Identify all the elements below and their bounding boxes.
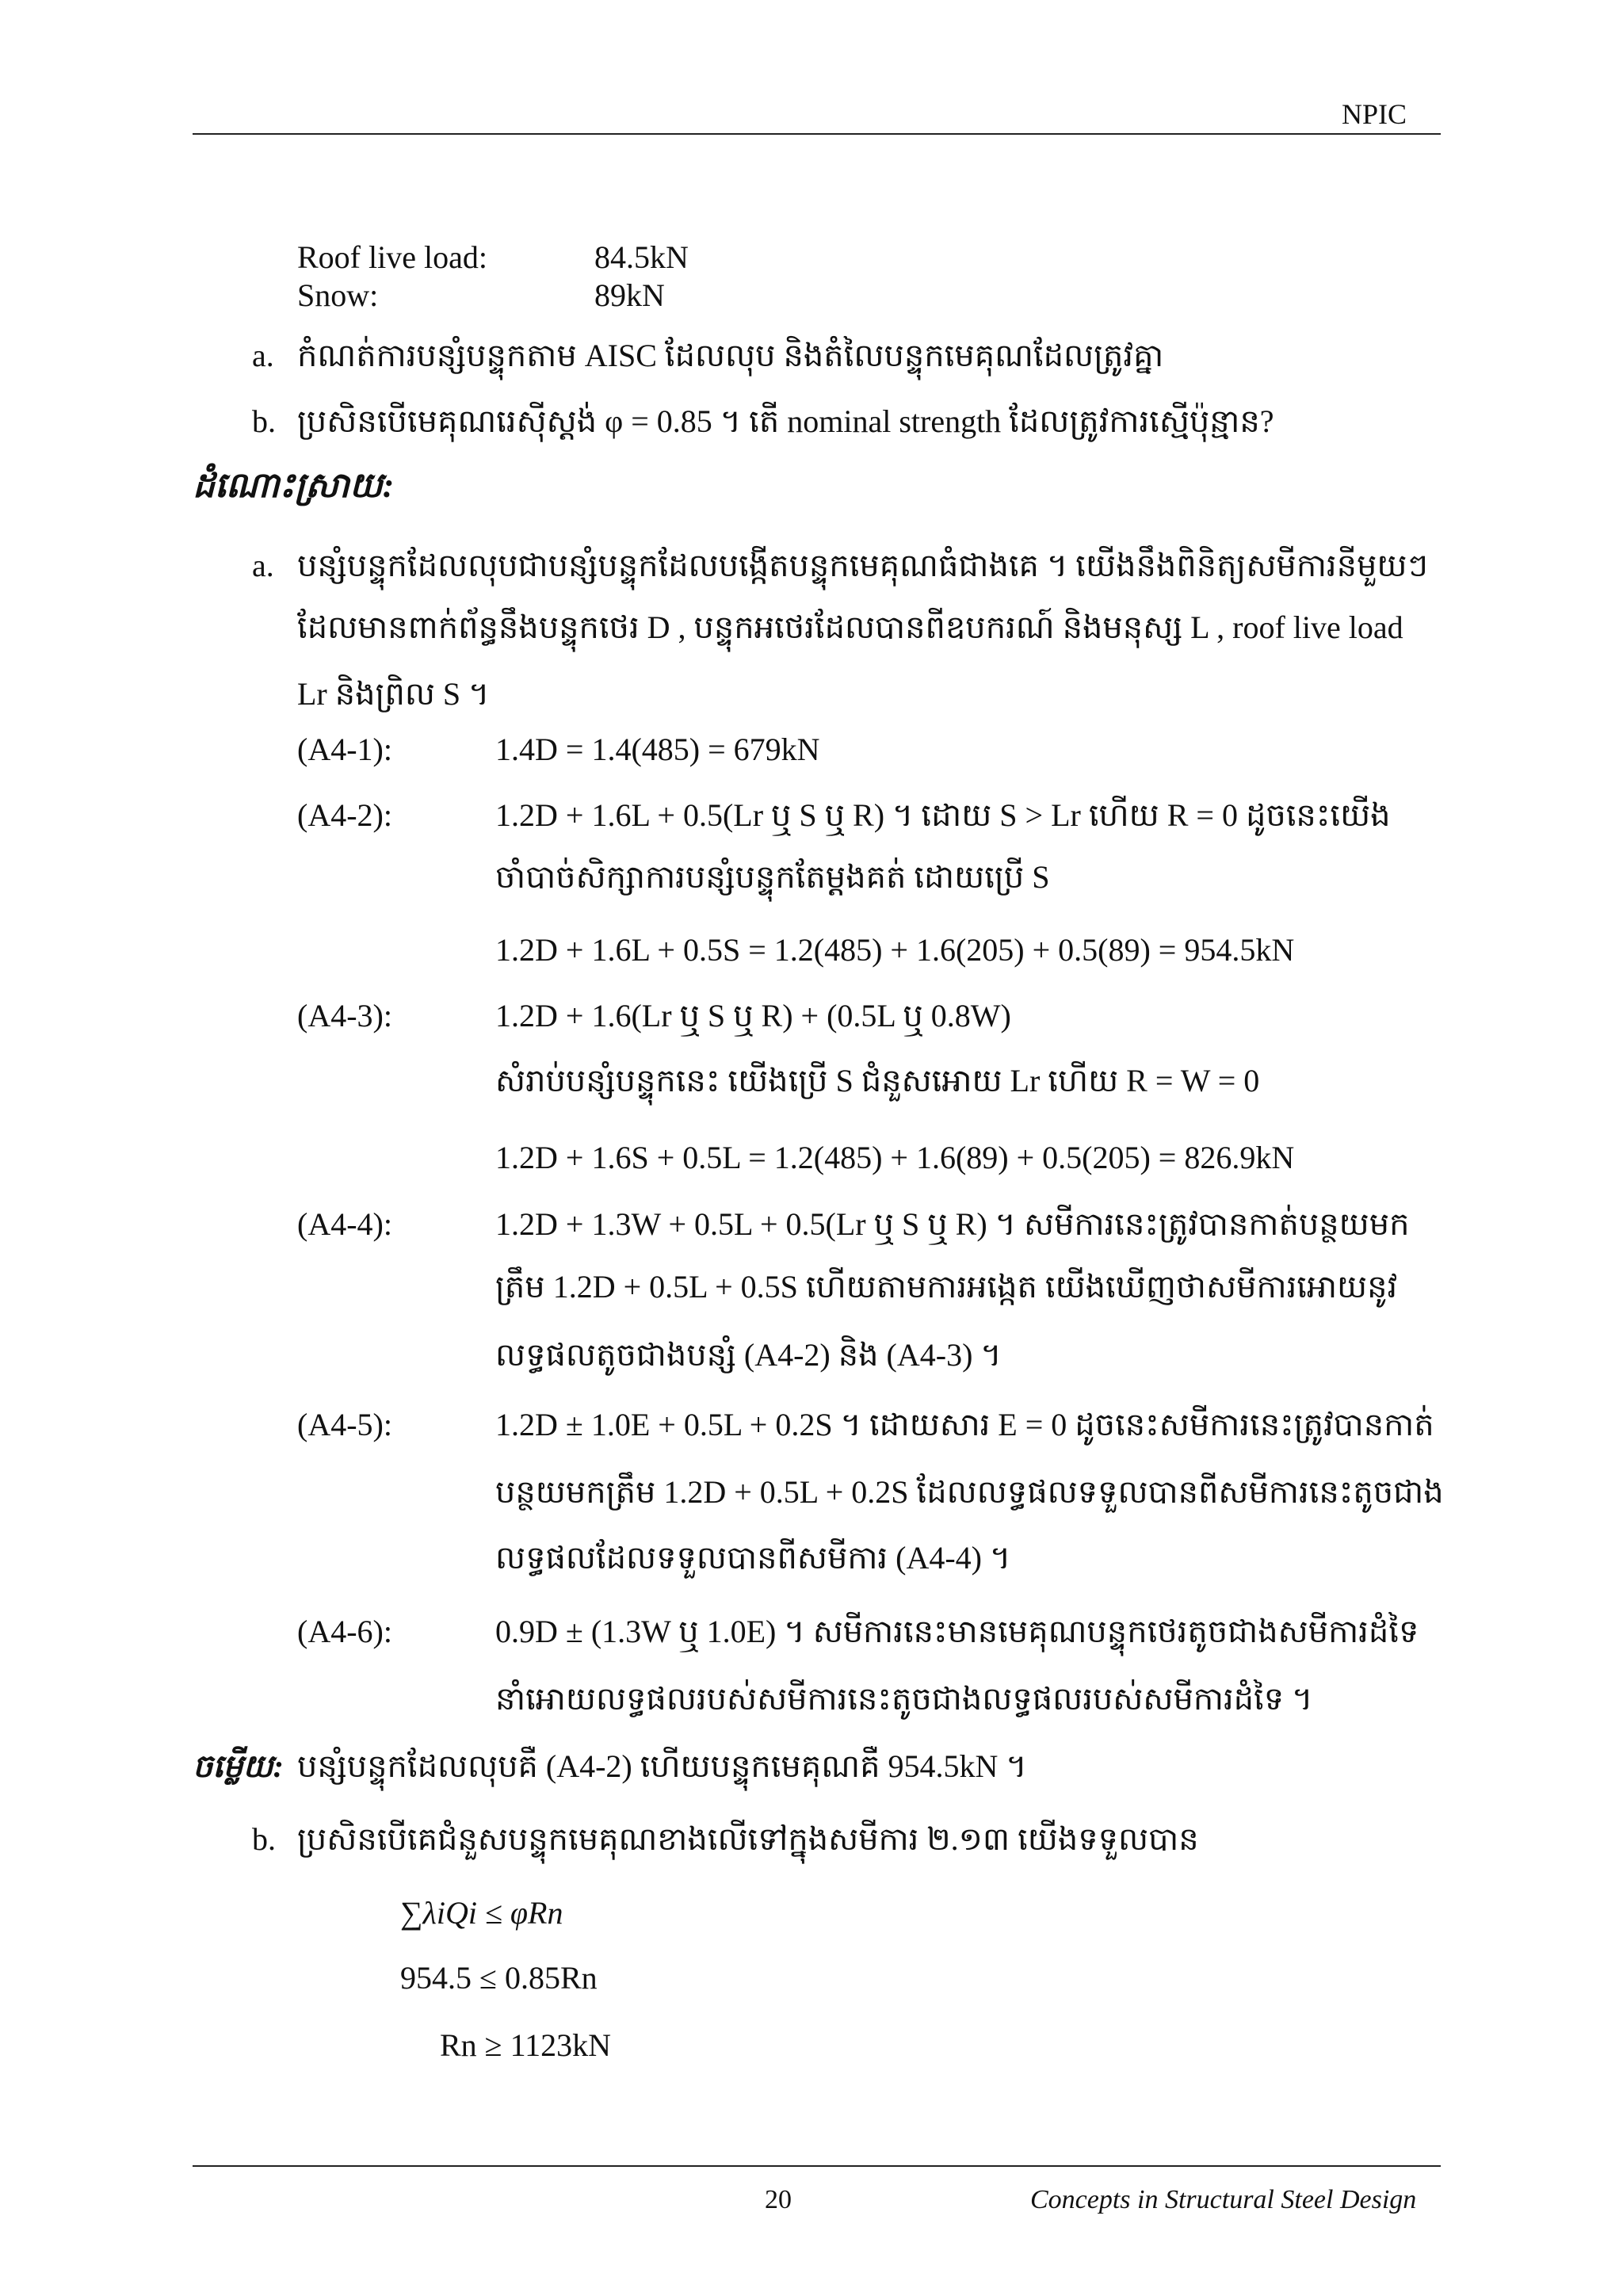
eq-label-a4-3: (A4-3): [297,998,392,1033]
given-value-roof: 84.5kN [594,239,689,275]
eq-a4-2-line-1: 1.2D + 1.6L + 0.5(Lr ឬ S ឬ R) ។ ដោយ S > Lr ហើយ R = 0 ដូចនេះយើង [495,797,1391,833]
question-a-text: កំណត់ការបន្សំបន្ទុកតាម AISC ដែលលុប និងតំលៃបន្ទុកមេគុណដែលត្រូវគ្នា [297,338,1164,373]
eq-a4-2-line-3: 1.2D + 1.6L + 0.5S = 1.2(485) + 1.6(205) + 0.5(89) = 954.5kN [495,932,1295,968]
answer-label: ចម្លើយ: [193,1748,284,1784]
part-a-line-1: បន្សំបន្ទុកដែលលុបជាបន្សំបន្ទុកដែលបង្កើតបន្ទុកមេគុណធំជាងគេ ។ យើងនឹងពិនិត្យសមីការនីមួយៗ [297,548,1428,583]
eq-a4-2-line-2: ចាំបាច់សិក្សាការបន្សំបន្ទុកតែម្តងគត់ ដោយប្រើ S [495,859,1050,895]
eq-a4-3-line-1: 1.2D + 1.6(Lr ឬ S ឬ R) + (0.5L ឬ 0.8W) [495,998,1011,1033]
answer-text: បន្សំបន្ទុកដែលលុបគឺ (A4-2) ហើយបន្ទុកមេគុណគឺ 954.5kN ។ [297,1748,1027,1784]
question-b-marker: b. [252,403,276,439]
part-b-marker: b. [252,1821,276,1857]
given-value-snow: 89kN [594,277,665,313]
eq-label-a4-4: (A4-4): [297,1206,392,1242]
eq-a4-5-line-1: 1.2D ± 1.0E + 0.5L + 0.2S ។ ដោយសារ E = 0 ដូចនេះសមីការនេះត្រូវបានកាត់ [495,1407,1434,1442]
question-b-text: ប្រសិនបើមេគុណរេស៊ីស្តង់ φ = 0.85 ។ តើ nominal strength ដែលត្រូវការស្មើប៉ុន្មាន? [297,403,1274,439]
eq-a4-3-line-2: សំរាប់បន្សំបន្ទុកនេះ យើងប្រើ S ជំនួសអោយ Lr ហើយ R = W = 0 [495,1063,1260,1098]
eq-label-a4-1: (A4-1): [297,732,392,767]
eq-a4-5-line-2: បន្ថយមកត្រឹម 1.2D + 0.5L + 0.2S ដែលលទ្ធផលទទួលបានពីសមីការនេះតូចជាង [495,1474,1444,1510]
eq-a4-3-line-3: 1.2D + 1.6S + 0.5L = 1.2(485) + 1.6(89) + 0.5(205) = 826.9kN [495,1140,1295,1175]
given-label-roof: Roof live load: [297,239,487,275]
solution-heading: ដំណោះស្រាយ: [193,466,395,505]
eq-a4-1-line-1: 1.4D = 1.4(485) = 679kN [495,732,820,767]
part-a-marker: a. [252,548,274,583]
eq-a4-4-line-3: លទ្ធផលតូចជាងបន្សំ (A4-2) និង (A4-3) ។ [495,1337,1002,1373]
question-a-marker: a. [252,338,274,373]
part-b-eq-1: ∑λiQi ≤ φRn [400,1895,563,1931]
eq-a4-4-line-1: 1.2D + 1.3W + 0.5L + 0.5(Lr ឬ S ឬ R) ។ សមីការនេះត្រូវបានកាត់បន្ថយមក [495,1206,1410,1242]
footer-rule [193,2165,1441,2167]
footer-page-number: 20 [765,2185,792,2214]
header-rule [193,133,1441,135]
eq-a4-6-line-2: នាំអោយលទ្ធផលរបស់សមីការនេះតូចជាងលទ្ធផលរបស់សមីការដំទៃ ។ [495,1681,1313,1717]
part-a-line-3: Lr និងព្រិល S ។ [297,676,490,712]
eq-label-a4-6: (A4-6): [297,1614,392,1649]
eq-label-a4-2: (A4-2): [297,797,392,833]
footer-book-title: Concepts in Structural Steel Design [1030,2185,1417,2214]
given-label-snow: Snow: [297,277,379,313]
part-b-text: ប្រសិនបើគេជំនួសបន្ទុកមេគុណខាងលើទៅក្នុងសមីការ ២.១៣ យើងទទួលបាន [297,1821,1199,1857]
part-a-line-2: ដែលមានពាក់ព័ន្ធនឹងបន្ទុកថេរ D , បន្ទុកអថេរដែលបានពីឧបករណ៍ និងមនុស្ស L , roof live load [297,609,1403,645]
eq-a4-5-line-3: លទ្ធផលដែលទទួលបានពីសមីការ (A4-4) ។ [495,1540,1011,1576]
eq-a4-4-line-2: ត្រឹម 1.2D + 0.5L + 0.5S ហើយតាមការអង្កេត យើងឃើញថាសមីការអោយនូវ [495,1269,1398,1305]
part-b-eq-3: Rn ≥ 1123kN [440,2027,612,2063]
header-label: NPIC [1342,98,1407,130]
eq-a4-6-line-1: 0.9D ± (1.3W ឬ 1.0E) ។ សមីការនេះមានមេគុណបន្ទុកថេរតូចជាងសមីការដំទៃ [495,1614,1419,1649]
part-b-eq-2: 954.5 ≤ 0.85Rn [400,1960,598,1996]
eq-label-a4-5: (A4-5): [297,1407,392,1442]
